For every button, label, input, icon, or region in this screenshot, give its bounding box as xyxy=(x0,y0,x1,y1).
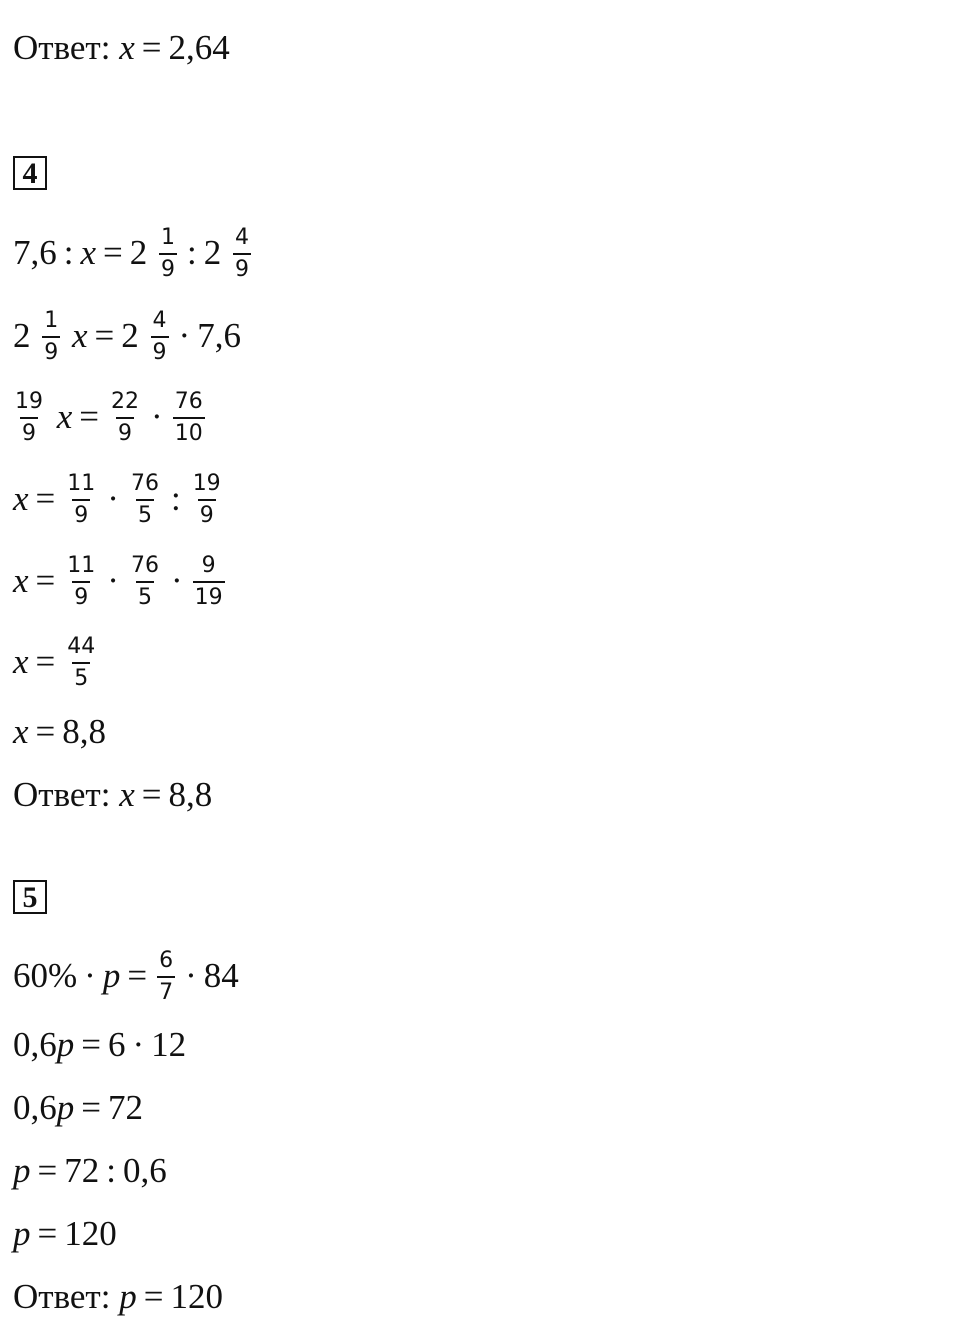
problem-number-5: 5 xyxy=(13,880,47,914)
fraction: $\frac{1}{9}$ xyxy=(44,308,59,365)
answer-value: 2,64 xyxy=(168,28,230,67)
fraction: $\frac{9}{19}$ xyxy=(194,553,223,610)
equation-5-line-5: p = 120 xyxy=(13,1214,117,1253)
problem-number-4: 4 xyxy=(13,156,47,190)
fraction: $\frac{6}{7}$ xyxy=(159,948,174,1005)
answer-value: 8,8 xyxy=(168,775,213,814)
answer-label: Ответ: xyxy=(13,1277,111,1316)
fraction: $\frac{44}{5}$ xyxy=(67,634,96,691)
equation-4-line-6: x = $\frac{44}{5}$ xyxy=(13,634,96,691)
equation-4-line-1: 7,6 : x = 2 $\frac{1}{9}$ : 2 $\frac{4}{9}$ xyxy=(13,225,250,282)
equation-4-line-4: x = $\frac{11}{9}$ · $\frac{76}{5}$ : $\frac{19}{9}$ xyxy=(13,471,221,528)
equation-4-line-3: $\frac{19}{9}$ x = $\frac{22}{9}$ · $\frac{76}{10}$ xyxy=(15,389,203,446)
answer-value: 120 xyxy=(170,1277,223,1316)
fraction: $\frac{22}{9}$ xyxy=(111,389,140,446)
variable-x: x xyxy=(119,28,135,67)
equation-5-line-2: 0,6p = 6 · 12 xyxy=(13,1025,187,1064)
equation-4-line-5: x = $\frac{11}{9}$ · $\frac{76}{5}$ · $\frac{9}{19}$ xyxy=(13,553,223,610)
equation-5-line-3: 0,6p = 72 xyxy=(13,1088,143,1127)
answer-label: Ответ: xyxy=(13,28,111,67)
fraction: $\frac{4}{9}$ xyxy=(152,308,167,365)
fraction: $\frac{11}{9}$ xyxy=(67,471,96,528)
fraction: $\frac{1}{9}$ xyxy=(161,225,176,282)
fraction: $\frac{11}{9}$ xyxy=(67,553,96,610)
answer-line-5: Ответ: p = 120 xyxy=(13,1277,223,1316)
equation-4-line-2: 2 $\frac{1}{9}$ x = 2 $\frac{4}{9}$ · 7,6 xyxy=(13,308,241,365)
answer-line-top: Ответ: x = 2,64 xyxy=(13,28,230,67)
answer-line-4: Ответ: x = 8,8 xyxy=(13,775,213,814)
fraction: $\frac{76}{5}$ xyxy=(130,553,159,610)
answer-label: Ответ: xyxy=(13,775,111,814)
fraction: $\frac{19}{9}$ xyxy=(192,471,221,528)
equation-5-line-1: 60% · p = $\frac{6}{7}$ · 84 xyxy=(13,948,239,1005)
fraction: $\frac{76}{10}$ xyxy=(174,389,203,446)
equation-4-line-7: x = 8,8 xyxy=(13,712,107,751)
fraction: $\frac{19}{9}$ xyxy=(15,389,43,446)
equation-5-line-4: p = 72 : 0,6 xyxy=(13,1151,167,1190)
fraction: $\frac{76}{5}$ xyxy=(130,471,159,528)
fraction: $\frac{4}{9}$ xyxy=(235,225,250,282)
